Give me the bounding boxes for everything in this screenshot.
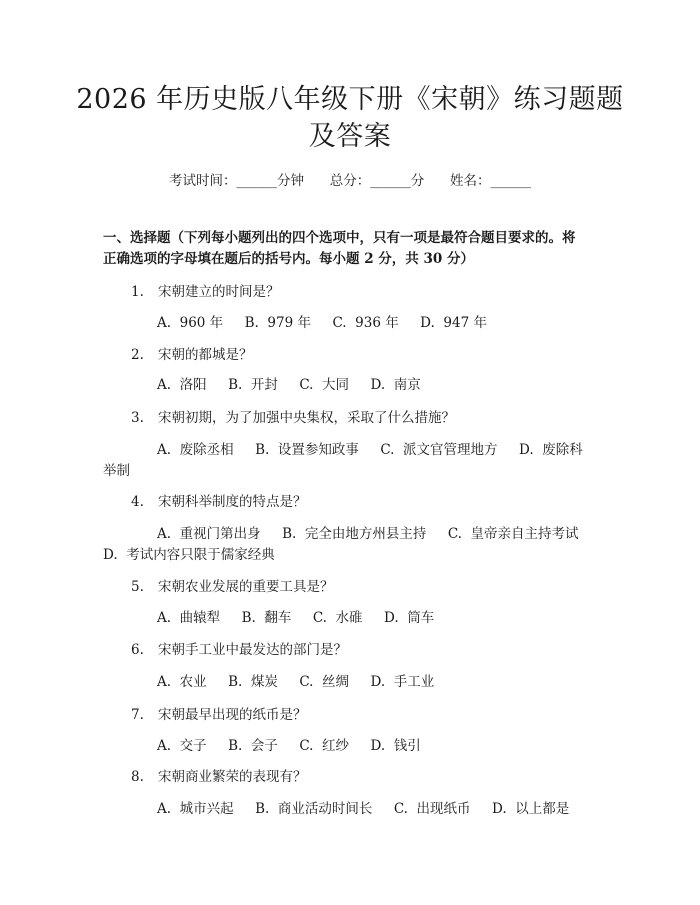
section-heading: 一、选择题（下列每小题列出的四个选项中，只有一项是最符合题目要求的。将 [103,230,576,246]
question-text: 宋朝的都城是？ [158,347,253,363]
question-number: 5. [131,579,144,595]
question-6-options: A. 农业 B. 煤炭 C. 丝绸 D. 手工业 [157,674,435,690]
question-8-options: A. 城市兴起 B. 商业活动时间长 C. 出现纸币 D. 以上都是 [157,801,570,817]
question-number: 4. [131,494,144,510]
question-1-options: A. 960 年 B. 979 年 C. 936 年 D. 947 年 [157,315,487,331]
question-text: 宋朝初期，为了加强中央集权，采取了什么措施？ [158,410,455,426]
question-number: 2. [131,347,144,363]
question-6 [131,641,347,659]
question-text: 宋朝手工业中最发达的部门是？ [158,642,347,658]
question-4-options: A. 重视门第出身 B. 完全由地方州县主持 C. 皇帝亲自主持考试 [157,526,579,542]
question-number: 8. [131,769,144,785]
question-number: 7. [131,707,144,723]
question-number: 1. [131,284,144,300]
question-text: 宋朝最早出现的纸币是？ [158,707,307,723]
question-4 [131,493,307,511]
section-heading-line2: 正确选项的字母填在题后的括号内。每小题 2 分，共 30 分） [103,251,474,267]
question-text: 宋朝商业繁荣的表现有？ [158,769,307,785]
question-1 [131,283,280,301]
question-number: 3. [131,410,144,426]
question-5 [131,578,334,596]
question-3 [131,409,455,427]
question-text: 宋朝农业发展的重要工具是？ [158,579,334,595]
page-title: 2026 年历史版八年级下册《宋朝》练习题题 [76,84,624,115]
page-title-line2: 及答案 [308,121,392,152]
question-7 [131,706,307,724]
question-number: 6. [131,642,144,658]
question-4-options-wrap: D. 考试内容只限于儒家经典 [103,547,275,563]
question-7-options: A. 交子 B. 会子 C. 红纱 D. 钱引 [157,738,421,754]
question-2 [131,346,253,364]
question-3-options: A. 废除丞相 B. 设置参知政事 C. 派文官管理地方 D. 废除科 [157,442,583,458]
question-8 [131,768,307,786]
question-5-options: A. 曲辕犁 B. 翻车 C. 水碓 D. 筒车 [157,610,435,626]
question-3-options-wrap: 举制 [103,463,130,479]
question-text: 宋朝科举制度的特点是？ [158,494,307,510]
question-text: 宋朝建立的时间是？ [158,284,280,300]
question-2-options: A. 洛阳 B. 开封 C. 大同 D. 南京 [157,377,421,393]
exam-meta: 考试时间：______分钟 总分：______分 姓名：______ [169,173,531,189]
